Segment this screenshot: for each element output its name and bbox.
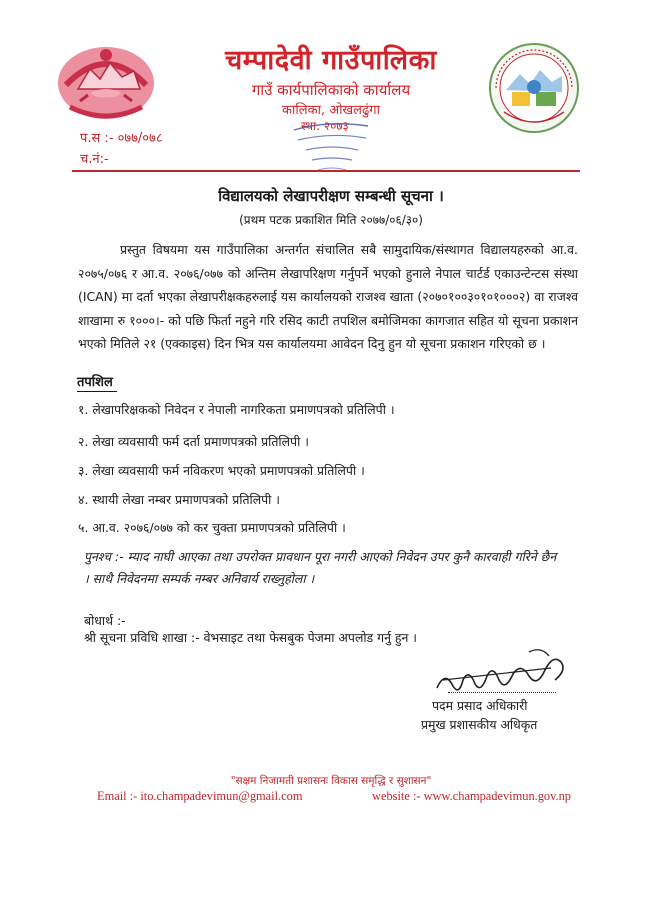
- footer-website: website :- www.champadevimun.gov.np: [372, 789, 572, 803]
- footer-email: Email :- ito.champadevimun@gmail.com: [97, 789, 303, 803]
- signer-title: प्रमुख प्रशासकीय अधिकृत: [421, 717, 538, 732]
- header-divider: [72, 170, 580, 172]
- publication-date: (प्रथम पटक प्रकाशित मिति २०७७/०६/३०): [239, 213, 423, 227]
- established-year: स्था. २०७३: [301, 119, 349, 133]
- postscript-note: पुनश्च :- म्याद नाघी आएका तथा उपरोक्त प्रावधान पूरा नगरी आएको निवेदन उपर कुनै कारवाही गरिने छैन । साथै निवेदनमा सम्पर्क नम्बर अनिवार्य राख्नुहोला ।: [84, 549, 557, 586]
- footer-slogan: "सक्षम निजामती प्रशासनः विकास समृद्धि र सुशासन": [230, 775, 432, 787]
- dispatch-number: च.नं:-: [80, 152, 109, 167]
- notice-body: प्रस्तुत विषयमा यस गाउँपालिका अन्तर्गत संचालित सबै सामुदायिक/संस्थागत विद्यालयहरुको आ.व. २०७५/०७६ र आ.व. २०७६/०७७ को अन्तिम लेखापरिक्षण गर्नुपर्ने भएको हुनाले नेपाल चार्टर्ड एकाउन्टेन्टस संस्था (ICAN) मा दर्ता भएका लेखापरीक्षकहरुलाई यस कार्यालयको राजश्व खाता (२०७०१००३०१०१०००२) वा राजश्व शाखामा रु १०००।- को पछि फिर्ता नहुने गरि रसिद काटी तपशिल बमोजिमका कागजात सहित यो सूचना प्रकाशन भएको मितिले २१ (एक्काइस) दिन भित्र यस कार्यालयमा आवेदन दिनु हुन यो सूचना प्रकाशन गरिएको छ ।: [78, 242, 578, 352]
- list-item: १. लेखापरिक्षकको निवेदन र नेपाली नागरिकता प्रमाणपत्रको प्रतिलिपी ।: [78, 402, 395, 417]
- list-item: २. लेखा व्यवसायी फर्म दर्ता प्रमाणपत्रको प्रतिलिपी ।: [78, 434, 309, 449]
- list-item: ४. स्थायी लेखा नम्बर प्रमाणपत्रको प्रतिलिपी ।: [78, 492, 281, 507]
- org-name: चम्पादेवी गाउँपालिका: [225, 45, 437, 76]
- office-address: कालिका, ओखलढुंगा: [282, 103, 380, 118]
- cc-recipient: श्री सूचना प्रविधि शाखा :- वेभसाइट तथा फेसबुक पेजमा अपलोड गर्नु हुन ।: [84, 630, 418, 645]
- signature-line: [448, 692, 556, 693]
- list-item: ३. लेखा व्यवसायी फर्म नविकरण भएको प्रमाणपत्रको प्रतिलिपी ।: [78, 463, 365, 478]
- reference-number: प.स :- ०७७/०७८: [80, 131, 163, 146]
- notice-title: विद्यालयको लेखापरीक्षण सम्बन्धी सूचना ।: [218, 187, 444, 205]
- signer-name: पदम प्रसाद अधिकारी: [432, 698, 528, 713]
- office-name: गाउँ कार्यपालिकाको कार्यालय: [251, 81, 411, 99]
- cc-heading: बोधार्थ :-: [84, 613, 126, 628]
- office-stamp: [288, 118, 374, 176]
- details-heading-underline: [77, 391, 117, 392]
- list-item: ५. आ.व. २०७६/०७७ को कर चुक्ता प्रमाणपत्रको प्रतिलिपी ।: [78, 520, 346, 535]
- municipality-logo: [486, 40, 582, 136]
- details-heading: तपशिल: [77, 375, 113, 390]
